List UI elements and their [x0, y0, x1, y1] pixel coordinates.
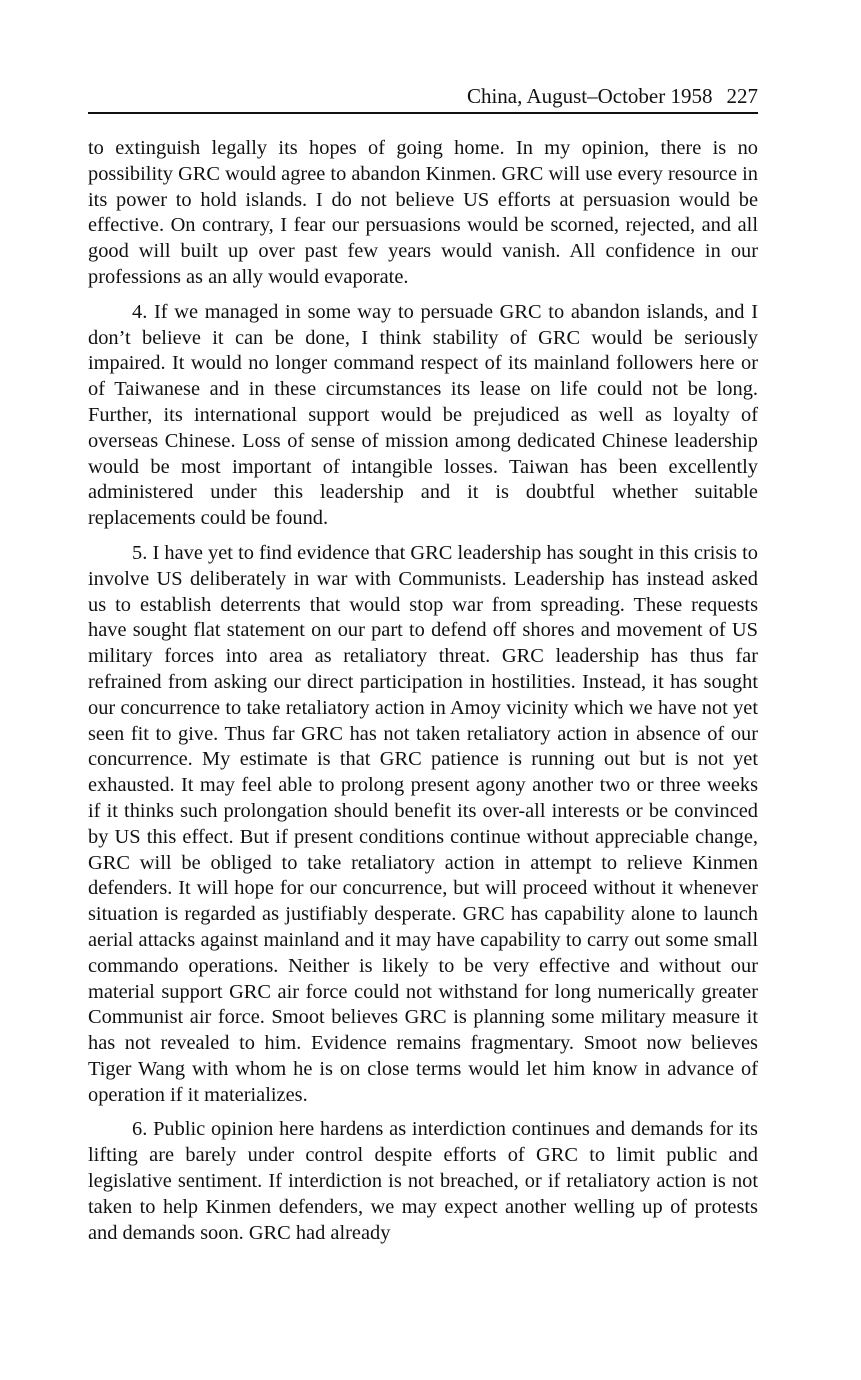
- header-rule: [88, 112, 758, 114]
- paragraph-4: 4. If we managed in some way to persuade GRC to abandon islands, and I don’t believe it can be done, I think stability of GRC would be seriously impaired. It would no longer command respect of its mainland followers here or of Taiwanese and in these circumstances its lease on life could not be long. Further, its international support would be prejudiced as well as loyalty of overseas Chinese. Loss of sense of mission among dedicated Chinese leadership would be most important of intangible losses. Taiwan has been excellently administered under this leadership and it is doubtful whether suitable replacements could be found.: [88, 300, 758, 530]
- paragraph-6: 6. Public opinion here hardens as interdiction continues and demands for its lifting are barely under control despite efforts of GRC to limit public and legislative sentiment. If interdiction is not breached, or if retaliatory action is not taken to help Kinmen defenders, we may expect another welling up of protests and demands soon. GRC had already: [88, 1118, 758, 1244]
- running-title: China, August–October 1958: [466, 84, 713, 108]
- paragraph-continuation: to extinguish legally its hopes of going home. In my opinion, there is no possibility GRC would agree to abandon Kinmen. GRC will use every resource in its power to hold islands. I do not believe US efforts at persuasion would be effective. On contrary, I fear our persuasions would be scorned, rejected, and all good will built up over past few years would vanish. All confidence in our professions as an ally would evaporate.: [88, 137, 758, 288]
- page-number: 227: [726, 84, 758, 108]
- paragraph-5: 5. I have yet to find evidence that GRC leadership has sought in this crisis to involve US deliberately in war with Communists. Leadership has instead asked us to establish deterrents that would stop war from spreading. These requests have sought flat statement on our part to defend off shores and movement of US military forces into area as retaliatory threat. GRC leadership has thus far refrained from asking our direct participation in hostilities. Instead, it has sought our concurrence to take retaliatory action in Amoy vicinity which we have not yet seen fit to give. Thus far GRC has not taken retaliatory action in absence of our concurrence. My estimate is that GRC patience is running out but is not yet exhausted. It may feel able to prolong present agony another two or three weeks if it thinks such prolongation should benefit its over-all interests or be convinced by US this effect. But if present conditions continue without appreciable change, GRC will be obliged to take retaliatory action in attempt to relieve Kinmen defenders. It will hope for our concurrence, but will proceed without it whenever situation is regarded as justifiably desperate. GRC has capability alone to launch aerial attacks against mainland and it may have capability to carry out some small commando operations. Neither is likely to be very effective and without our material support GRC air force could not withstand for long numerically greater Communist air force. Smoot believes GRC is planning some military measure it has not revealed to him. Evidence remains fragmentary. Smoot now believes Tiger Wang with whom he is on close terms would let him know in advance of operation if it materializes.: [88, 541, 758, 1106]
- body-text: [88, 136, 758, 1255]
- running-header: [88, 84, 758, 112]
